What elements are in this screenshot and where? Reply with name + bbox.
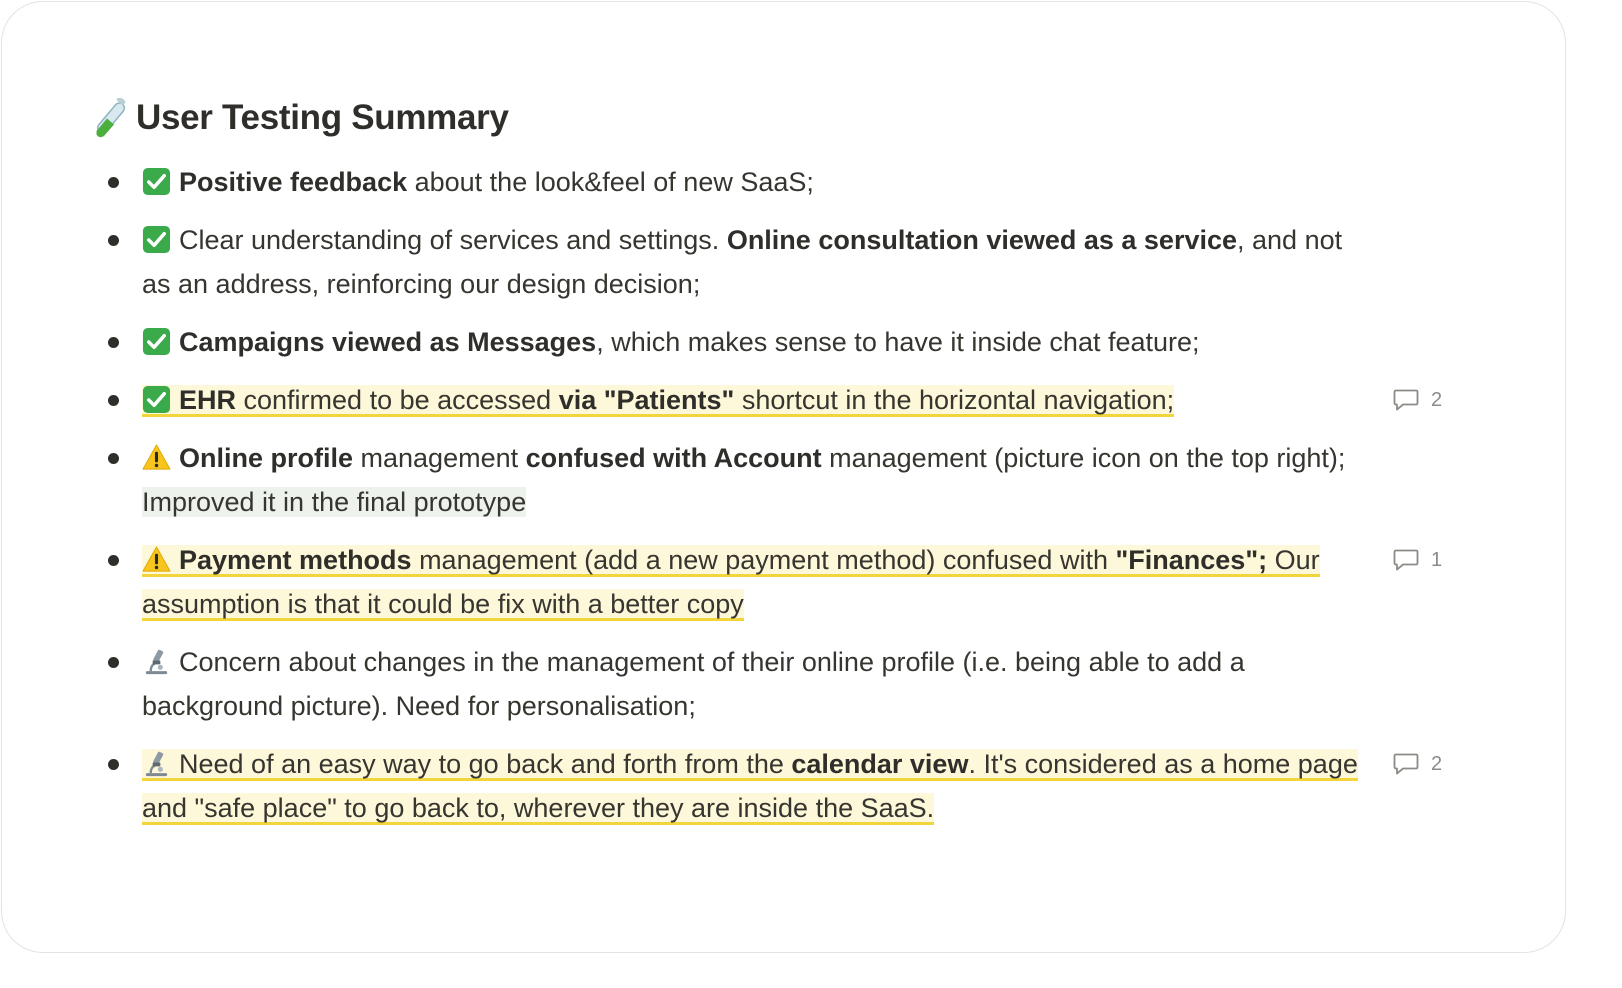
commented-highlight[interactable] [142, 545, 1320, 621]
comment-indicator[interactable] [1393, 388, 1442, 412]
bullet [108, 337, 119, 348]
commented-highlight[interactable] [142, 385, 1174, 417]
commented-highlight[interactable] [142, 749, 1358, 825]
bold-text: Online consultation viewed as a service [726, 225, 1238, 255]
warning-icon [142, 545, 171, 574]
bullet [108, 235, 119, 246]
bullet [108, 453, 119, 464]
comment-indicator[interactable] [1393, 752, 1442, 776]
bullet [108, 759, 119, 770]
item-text-part: Concern about changes in the management of their online profile (i.e. being able to add a background picture). Need for personalisation; [142, 647, 1245, 721]
item-text-part: Need of an easy way to go back and forth from the [179, 749, 792, 779]
bullet [108, 657, 119, 668]
bold-text: Campaigns viewed as Messages [179, 327, 597, 357]
test-tube-icon [92, 98, 128, 138]
page-heading [92, 98, 509, 138]
item-text [142, 320, 1377, 364]
item-text [142, 378, 1377, 422]
item-text [142, 640, 1377, 728]
comment-icon [1393, 388, 1419, 412]
bullet [108, 177, 119, 188]
item-text-part: Clear understanding of services and settings. [179, 225, 727, 255]
item-text-part: management (add a new payment method) confused with [411, 545, 1116, 575]
item-text-part: Our assumption is that it could be fix with a better copy [142, 545, 1320, 619]
microscope-icon [142, 749, 171, 778]
green-highlight: Improved it in the final prototype [142, 487, 527, 517]
check-mark-icon [142, 327, 171, 356]
item-text-part: . It's considered as a home page and "safe place" to go back to, wherever they are inside the SaaS. [142, 749, 1358, 823]
item-text-part: management [353, 443, 526, 473]
item-text-part: , and not as an address, reinforcing our design decision; [142, 225, 1343, 299]
item-text-part: , which makes sense to have it inside chat feature; [596, 327, 1200, 357]
bullet [108, 555, 119, 566]
microscope-icon [142, 647, 171, 676]
comment-count: 1 [1431, 548, 1443, 571]
bold-text: confused with Account [525, 443, 822, 473]
item-text [142, 218, 1377, 306]
item-text-part: management (picture icon on the top right); [821, 443, 1346, 473]
warning-icon [142, 443, 171, 472]
comment-icon [1393, 548, 1419, 572]
bold-text: via "Patients" [558, 385, 735, 415]
item-text-part: shortcut in the horizontal navigation; [734, 385, 1175, 415]
comment-icon [1393, 752, 1419, 776]
comment-count: 2 [1431, 388, 1443, 411]
comment-indicator[interactable] [1393, 548, 1442, 572]
check-mark-icon [142, 385, 171, 414]
bold-text: "Finances"; [1115, 545, 1268, 575]
item-text [142, 742, 1377, 830]
item-text [142, 160, 1377, 204]
bold-text: EHR [179, 385, 237, 415]
bold-text: Positive feedback [179, 167, 408, 197]
item-text [142, 436, 1377, 524]
bold-text: calendar view [791, 749, 969, 779]
item-text-part: about the look&feel of new SaaS; [407, 167, 814, 197]
item-text [142, 538, 1377, 626]
check-mark-icon [142, 167, 171, 196]
check-mark-icon [142, 225, 171, 254]
bold-text: Payment methods [179, 545, 412, 575]
page-title: User Testing Summary [136, 98, 509, 137]
comment-count: 2 [1431, 752, 1443, 775]
bold-text: Online profile [179, 443, 354, 473]
bullet [108, 395, 119, 406]
item-text-part: confirmed to be accessed [236, 385, 559, 415]
